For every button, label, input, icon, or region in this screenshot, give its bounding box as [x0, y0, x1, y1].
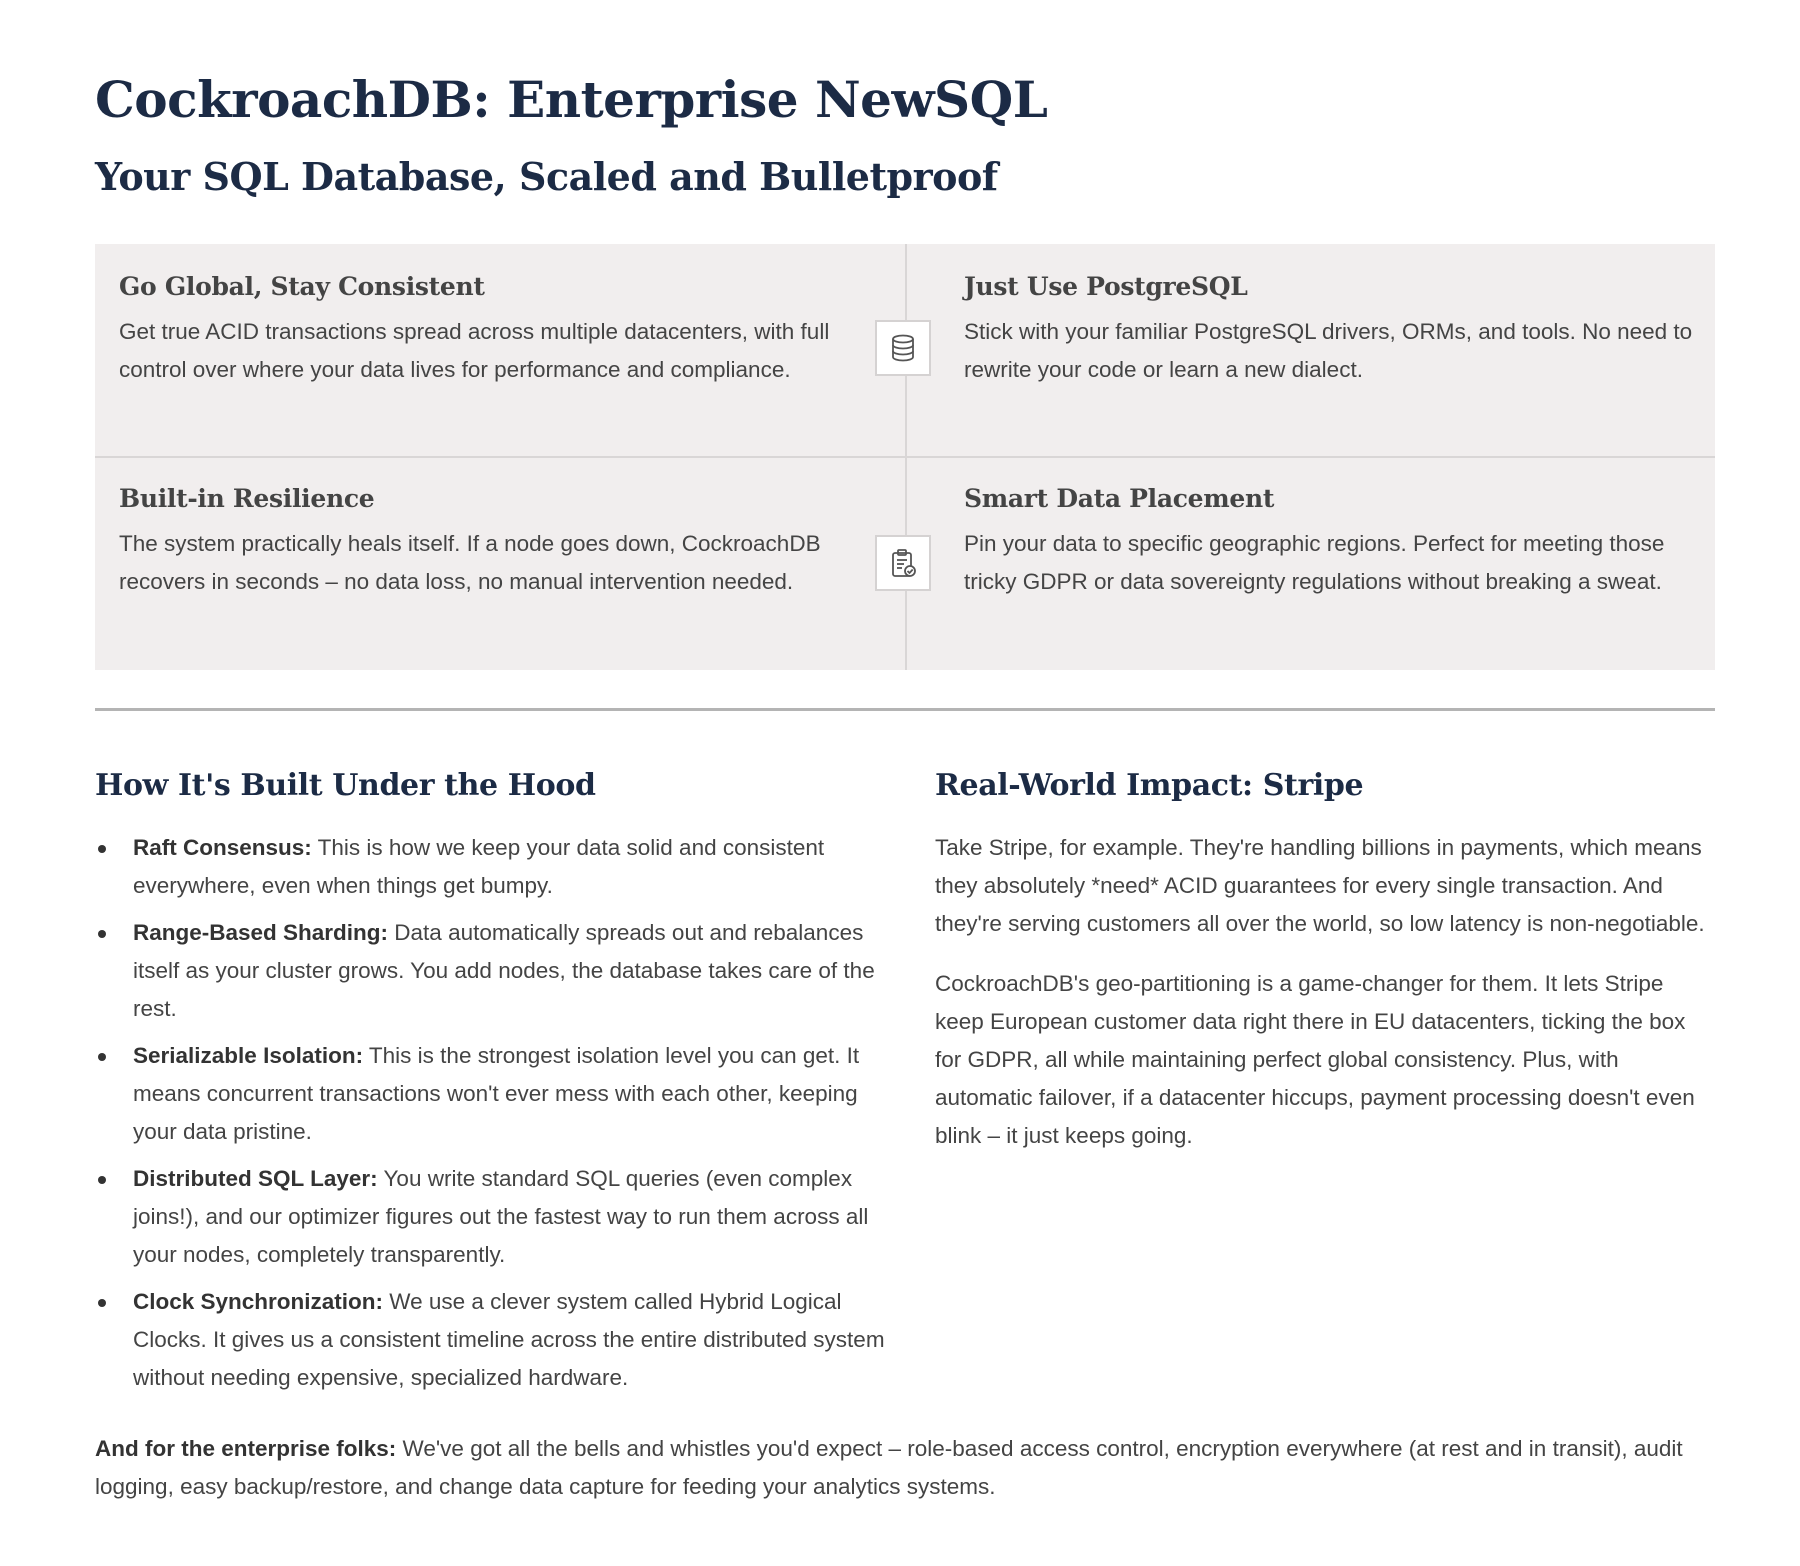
feature-text: Get true ACID transactions spread across multiple datacenters, with full control over where your data lives for performance and compliance.	[119, 319, 830, 382]
item-label: Raft Consensus:	[133, 835, 312, 860]
item-label: Range-Based Sharding:	[133, 920, 389, 945]
feature-grid	[95, 244, 1715, 670]
page-title: CockroachDB: Enterprise NewSQL	[95, 70, 1048, 129]
architecture-list	[95, 829, 885, 1397]
feature-card	[964, 272, 1704, 389]
section-title: Real-World Impact: Stripe	[935, 768, 1364, 803]
feature-title: Just Use PostgreSQL	[964, 272, 1248, 301]
list-item	[95, 829, 885, 905]
architecture-section	[95, 768, 885, 1406]
feature-card	[119, 272, 859, 389]
list-item	[95, 914, 885, 1028]
feature-title: Built-in Resilience	[119, 484, 375, 513]
page-subtitle: Your SQL Database, Scaled and Bulletproof	[95, 154, 998, 199]
feature-title: Go Global, Stay Consistent	[119, 272, 485, 301]
feature-text: The system practically heals itself. If a node goes down, CockroachDB recovers in seconds – no data loss, no manual intervention needed.	[119, 531, 821, 594]
section-title: How It's Built Under the Hood	[95, 768, 596, 803]
enterprise-text: We've got all the bells and whistles you'd expect – role-based access control, encryption everywhere (at rest and in transit), audit logging, easy backup/restore, and change data capture for feeding your analytics systems.	[95, 1436, 1683, 1499]
list-item	[95, 1283, 885, 1397]
enterprise-label: And for the enterprise folks:	[95, 1436, 397, 1461]
case-study-section	[935, 768, 1715, 1177]
item-text: This is how we keep your data solid and consistent everywhere, even when things get bumpy.	[133, 835, 825, 898]
clipboard-check-icon	[875, 535, 931, 591]
item-label: Serializable Isolation:	[133, 1043, 364, 1068]
feature-text: Stick with your familiar PostgreSQL drivers, ORMs, and tools. No need to rewrite your code or learn a new dialect.	[964, 319, 1693, 382]
case-study-paragraph: CockroachDB's geo-partitioning is a game-changer for them. It lets Stripe keep European customer data right there in EU datacenters, ticking the box for GDPR, all while maintaining perfect global consistency. Plus, with automatic failover, if a datacenter hiccups, payment processing doesn't even blink – it just keeps going.	[935, 971, 1695, 1148]
list-item	[95, 1037, 885, 1151]
enterprise-note	[95, 1430, 1725, 1506]
feature-grid-horizontal-divider	[95, 456, 1715, 458]
case-study-paragraph: Take Stripe, for example. They're handling billions in payments, which means they absolutely *need* ACID guarantees for every single transaction. And they're serving customers all over the world, so low latency is non-negotiable.	[935, 835, 1705, 936]
item-label: Distributed SQL Layer:	[133, 1166, 378, 1191]
feature-text: Pin your data to specific geographic regions. Perfect for meeting those tricky GDPR or data sovereignty regulations without breaking a sweat.	[964, 531, 1665, 594]
feature-card	[964, 484, 1704, 601]
feature-title: Smart Data Placement	[964, 484, 1275, 513]
item-label: Clock Synchronization:	[133, 1289, 384, 1314]
database-icon	[875, 320, 931, 376]
feature-card	[119, 484, 859, 601]
section-divider	[95, 708, 1715, 711]
item-text: This is the strongest isolation level you can get. It means concurrent transactions won't ever mess with each other, keeping your data pristine.	[133, 1043, 860, 1144]
item-text: You write standard SQL queries (even complex joins!), and our optimizer figures out the fastest way to run them across all your nodes, completely transparently.	[133, 1166, 869, 1267]
item-text: We use a clever system called Hybrid Logical Clocks. It gives us a consistent timeline across the entire distributed system without needing expensive, specialized hardware.	[133, 1289, 885, 1390]
item-text: Data automatically spreads out and rebalances itself as your cluster grows. You add nodes, the database takes care of the rest.	[133, 920, 875, 1021]
list-item	[95, 1160, 885, 1274]
